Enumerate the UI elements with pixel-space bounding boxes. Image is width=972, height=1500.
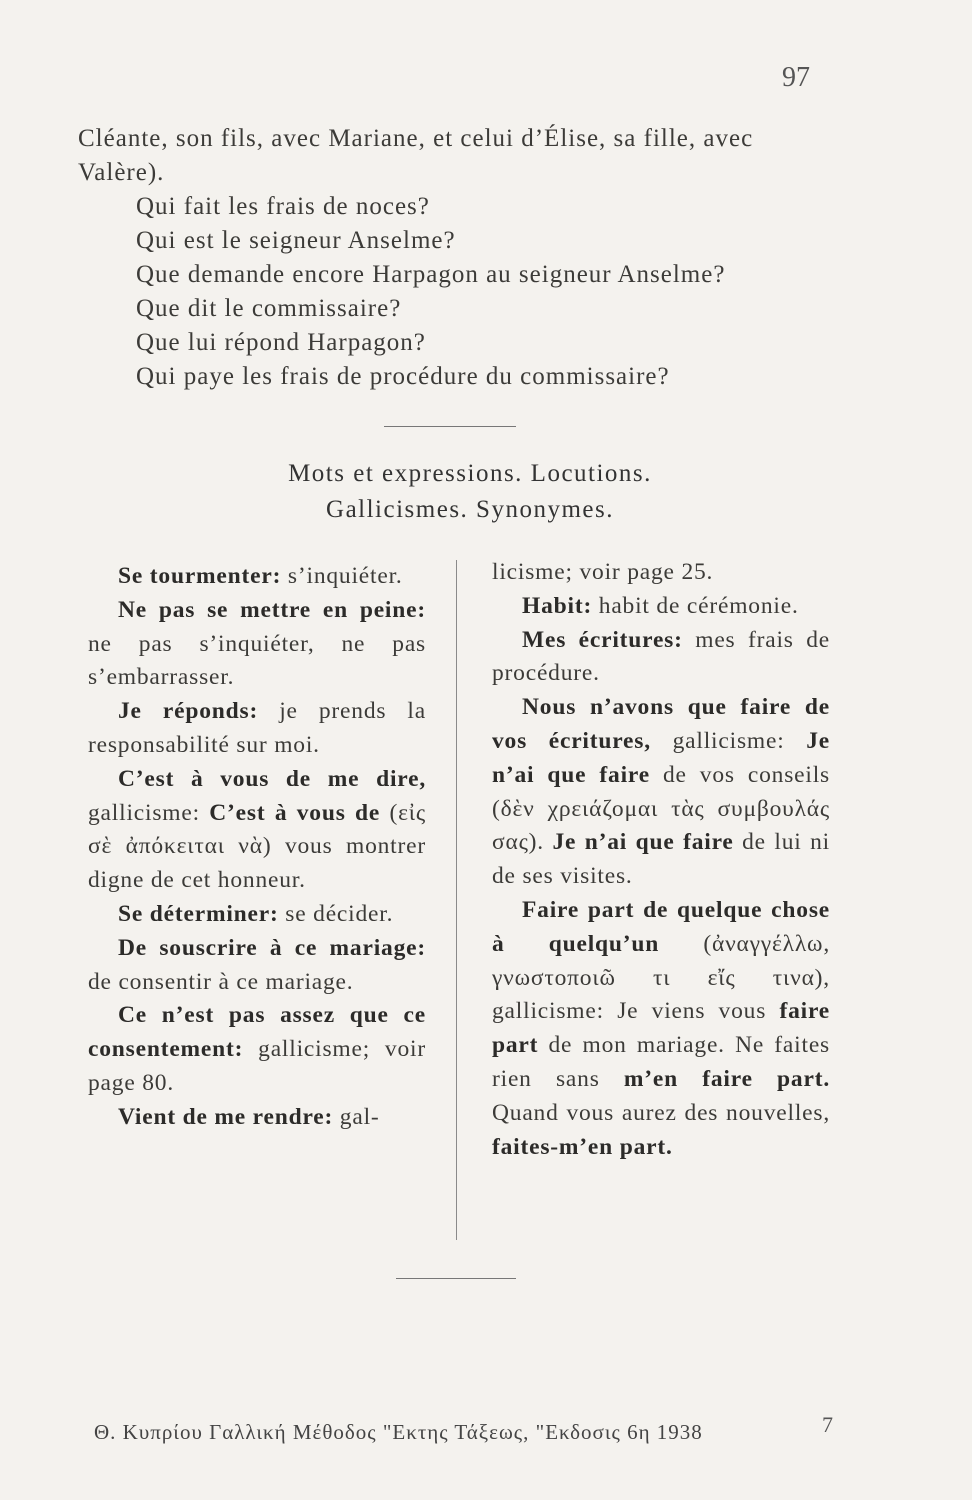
- entry-definition: (ἀναγγέλλω, γνωστοποιῶ τι εἴς τινα), gallicisme: Je viens vous: [492, 930, 830, 1025]
- entry-term: C’est à vous de me dire,: [118, 765, 426, 792]
- question-list: [78, 190, 818, 394]
- entry-example: m’en faire part.: [623, 1065, 830, 1092]
- entry-definition: de vos conseils (δὲν χρειάζομαι τὰς συμβουλάς σας).: [492, 761, 830, 856]
- left-column: [88, 560, 426, 1135]
- entry-term: De souscrire à ce mariage:: [118, 934, 426, 961]
- entry-term: Faire part de quelque chose à quelqu’un: [492, 896, 830, 957]
- intro-text: [78, 122, 818, 394]
- column-divider: [456, 560, 457, 1240]
- question-item: Que demande encore Harpagon au seigneur Anselme?: [136, 261, 726, 288]
- entry-definition: ne pas s’inquiéter, ne pas s’embarrasser.: [88, 630, 426, 691]
- entry-example: Je n’ai que faire: [552, 829, 734, 856]
- entry-definition: je prends la responsabilité sur moi.: [88, 698, 426, 758]
- section-heading: [180, 456, 760, 528]
- entry-example: Je n’ai que faire: [492, 727, 830, 788]
- glossary-entry: [88, 695, 426, 763]
- entry-example: faire part: [492, 998, 830, 1059]
- entry-definition: s’inquiéter.: [281, 563, 403, 589]
- glossary-entry: [492, 590, 830, 624]
- entry-example: faites-m’en part.: [492, 1133, 673, 1160]
- glossary-entry: [492, 624, 830, 692]
- section-rule-bottom: [396, 1278, 516, 1279]
- entry-definition: mes frais de procédure.: [492, 626, 830, 687]
- entry-term: Ce n’est pas assez que ce consentement:: [88, 1002, 426, 1063]
- footer-credit: Θ. Κυπρίου Γαλλική Μέθοδος "Εκτης Τάξεως, "Εκδοσις 6η 1938: [94, 1420, 703, 1444]
- entry-definition: gallicisme; voir page 80.: [88, 1036, 426, 1096]
- section-heading-line2: Gallicismes. Synonymes.: [326, 496, 614, 523]
- entry-definition: (εἰς σὲ ἀπόκειται νὰ) vous montrer digne de cet honneur.: [88, 799, 427, 894]
- question-item: Qui fait les frais de noces?: [136, 193, 430, 220]
- glossary-entry: [88, 594, 426, 695]
- entry-term: Je réponds:: [118, 698, 259, 725]
- entry-definition: gallicisme:: [88, 799, 210, 826]
- glossary-entry: [88, 560, 426, 594]
- glossary-entry: [492, 691, 830, 894]
- glossary-entry: [88, 999, 426, 1100]
- question-item: Que dit le commissaire?: [136, 295, 402, 322]
- glossary-entry: [88, 932, 426, 1000]
- entry-definition: gal-: [333, 1103, 380, 1130]
- section-rule-top: [384, 426, 516, 427]
- entry-definition: de mon mariage. Ne faites rien sans: [492, 1032, 830, 1092]
- entry-term: Vient de me rendre:: [118, 1103, 334, 1130]
- entry-term: Nous n’avons que faire de vos écritures,: [492, 694, 830, 754]
- entry-example: C’est à vous de: [209, 799, 381, 826]
- entry-definition: de lui ni de ses visites.: [492, 829, 830, 890]
- page-number: 97: [782, 62, 810, 93]
- entry-definition: se décider.: [278, 900, 394, 927]
- entry-term: Habit:: [522, 592, 593, 619]
- entry-definition: habit de cérémonie.: [592, 592, 799, 619]
- entry-definition: de consentir à ce mariage.: [88, 968, 354, 995]
- question-item: Que lui répond Harpagon?: [136, 329, 426, 356]
- signature-mark: 7: [822, 1412, 834, 1437]
- page-footer: [94, 1412, 834, 1445]
- question-item: Qui paye les frais de procédure du commissaire?: [136, 363, 670, 390]
- intro-continuation: Cléante, son fils, avec Mariane, et celui d’Élise, sa fille, avec Valère).: [78, 125, 754, 186]
- glossary-entry: [88, 1101, 426, 1135]
- entry-term: Mes écritures:: [522, 626, 683, 653]
- glossary-entry: [492, 894, 830, 1164]
- question-item: Qui est le seigneur Anselme?: [136, 227, 456, 254]
- glossary-entry: [88, 898, 426, 932]
- entry-definition: gallicisme:: [650, 727, 807, 754]
- entry-term: Se tourmenter:: [118, 563, 282, 589]
- glossary-entry: [88, 763, 426, 898]
- entry-continuation: licisme; voir page 25.: [492, 559, 714, 585]
- entry-term: Ne pas se mettre en peine:: [118, 596, 426, 623]
- entry-term: Se déterminer:: [118, 900, 279, 927]
- section-heading-line1: Mots et expressions. Locutions.: [288, 460, 652, 487]
- right-column: [492, 556, 830, 1164]
- entry-definition: Quand vous aurez des nouvelles,: [492, 1099, 830, 1126]
